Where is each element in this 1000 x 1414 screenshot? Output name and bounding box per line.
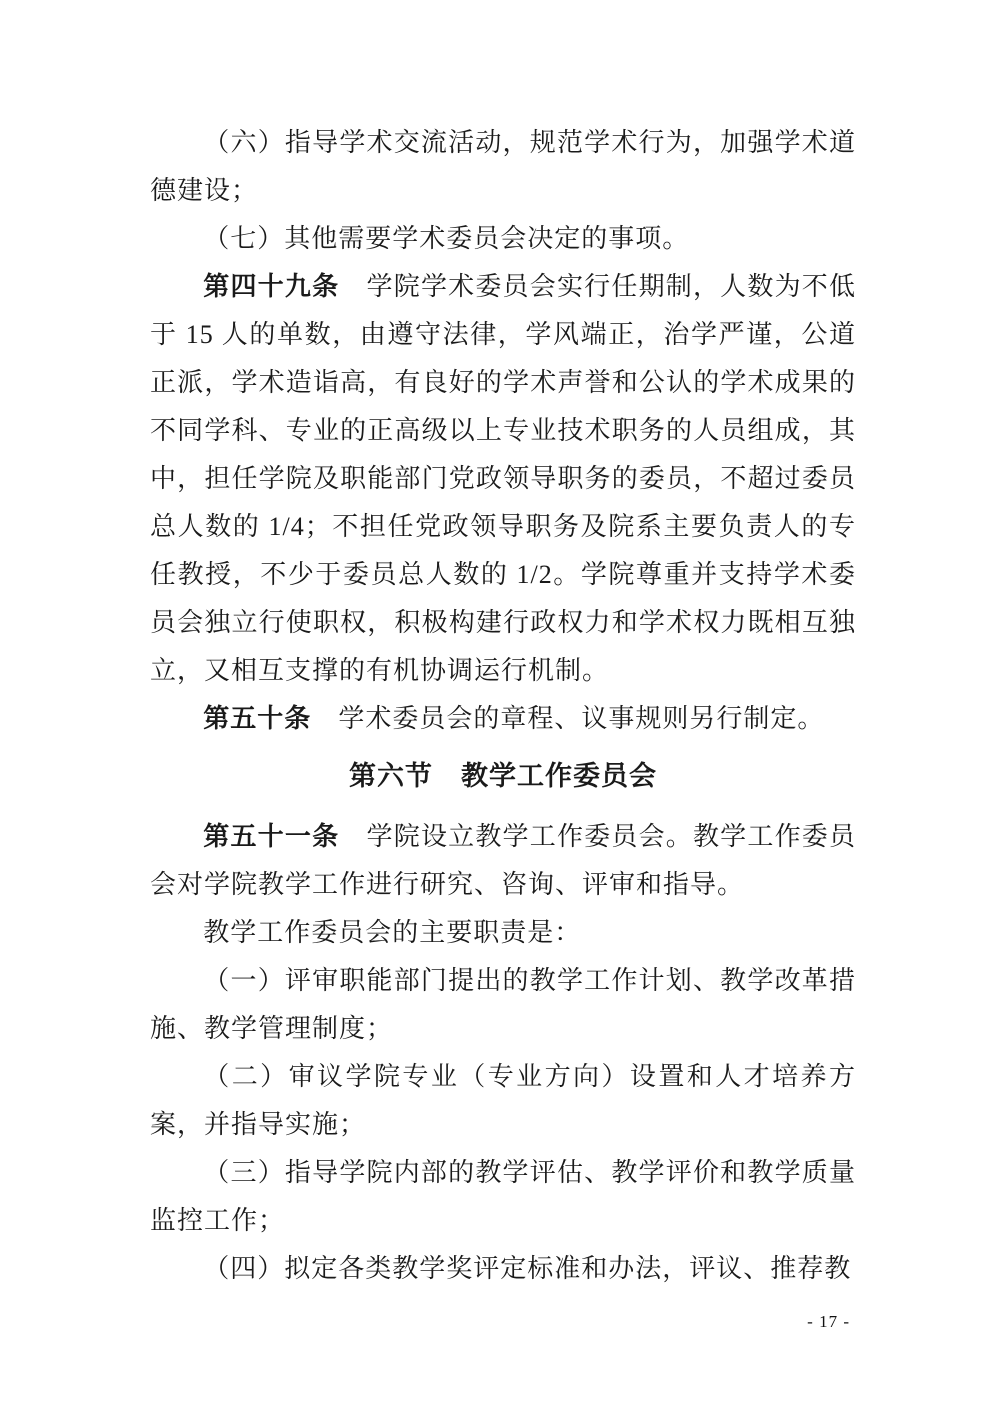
clause-6-text: （六）指导学术交流活动，规范学术行为，加强学术道德建设； (150, 128, 856, 205)
article-49-text: 学院学术委员会实行任期制，人数为不低于 15 人的单数，由遵守法律，学风端正，治学严谨，公道正派，学术造诣高，有良好的学术声誉和公认的学术成果的不同学科、专业的正高级以上专业技术职务的人员组成，其中，担任学院及职能部门党政领导职务的委员，不超过委员总人数的 1/4；不担任党政领导职务及院系主要负责人的专任教授，不少于委员总人数的 1/2。学院尊重并支持学术委员会独立行使职权，积极构建行政权力和学术权力既相互独立，又相互支撑的有机协调运行机制。 (150, 272, 856, 685)
section-6-heading: 第六节 教学工作委员会 (349, 761, 657, 791)
duty-3-text: （三）指导学院内部的教学评估、教学评价和教学质量监控工作； (150, 1158, 856, 1235)
duty-2-paragraph (150, 1053, 856, 1149)
document-body (150, 119, 856, 1293)
article-50-number: 第五十条 (203, 704, 312, 733)
duty-3-paragraph (150, 1149, 856, 1245)
article-51-text: 学院设立教学工作委员会。教学工作委员会对学院教学工作进行研究、咨询、评审和指导。 (150, 822, 856, 899)
page-number: - 17 - (807, 1312, 850, 1331)
duty-2-text: （二）审议学院专业（专业方向）设置和人才培养方案，并指导实施； (150, 1062, 856, 1139)
duties-intro-text: 教学工作委员会的主要职责是： (203, 918, 582, 947)
clause-7-text: （七）其他需要学术委员会决定的事项。 (203, 224, 690, 253)
article-49-paragraph (150, 263, 856, 695)
duty-4-paragraph (150, 1245, 856, 1293)
clause-7-paragraph (150, 215, 856, 263)
duty-4-text: （四）拟定各类教学奖评定标准和办法，评议、推荐教 (203, 1254, 852, 1283)
article-51-paragraph (150, 813, 856, 909)
article-50-paragraph (150, 695, 856, 743)
article-51-number: 第五十一条 (203, 822, 340, 851)
duty-1-paragraph (150, 957, 856, 1053)
duty-1-text: （一）评审职能部门提出的教学工作计划、教学改革措施、教学管理制度； (150, 966, 856, 1043)
article-50-text: 学术委员会的章程、议事规则另行制定。 (311, 704, 825, 733)
duties-intro-paragraph (150, 909, 856, 957)
clause-6-paragraph (150, 119, 856, 215)
article-49-number: 第四十九条 (203, 272, 340, 301)
